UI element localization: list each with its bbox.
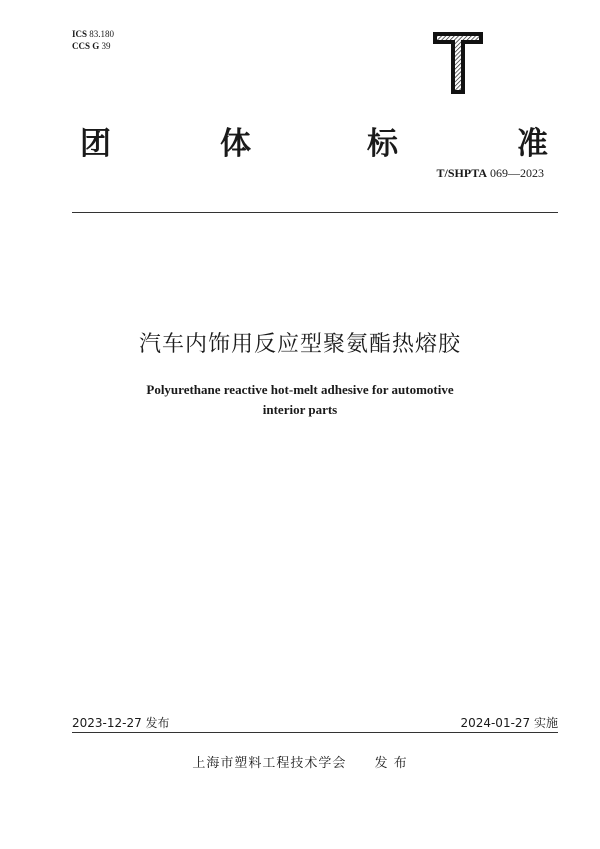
- publish-date: 2023-12-27 发布: [72, 716, 170, 730]
- title-chinese: 汽车内饰用反应型聚氨酯热熔胶: [138, 332, 461, 357]
- heading-char: 团: [80, 126, 111, 162]
- bottom-divider: [72, 732, 558, 733]
- top-divider: [72, 212, 558, 213]
- ccs-code: CCS G 39: [72, 41, 111, 51]
- publisher: [0, 752, 600, 771]
- heading-char: 准: [517, 126, 548, 162]
- standard-number: T/SHPTA 069—2023: [436, 166, 544, 180]
- title-english-line1: Polyurethane reactive hot-melt adhesive for automotive: [146, 382, 454, 397]
- publisher-action: 发 布: [374, 756, 408, 771]
- title-english-line2: interior parts: [262, 402, 338, 417]
- publisher-name: 上海市塑料工程技术学会: [192, 756, 347, 771]
- title-english: [0, 380, 600, 420]
- standard-type-logo: [430, 30, 486, 96]
- document-category-heading: [72, 118, 558, 162]
- implement-date: 2024-01-27 实施: [460, 716, 558, 730]
- heading-char: 标: [367, 126, 398, 162]
- classification-codes: [72, 28, 114, 52]
- ics-code: ICS 83.180: [72, 29, 115, 39]
- heading-char: 体: [220, 126, 251, 162]
